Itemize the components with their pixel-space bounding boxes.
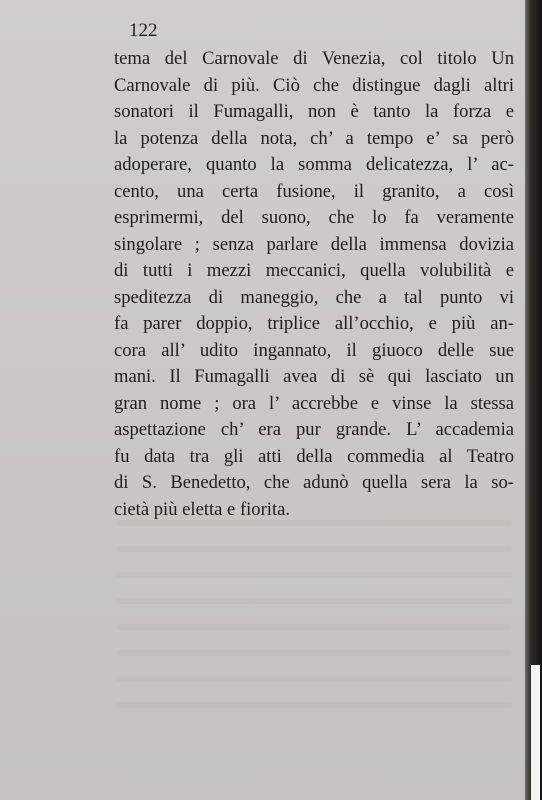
text-line: cietà più eletta e fiorita. — [114, 498, 291, 520]
text-line: tema del Carnovale di Venezia, col titolo Un — [114, 48, 514, 69]
page-number: 122 — [129, 20, 158, 41]
text-line: cora all’ udito ingannato, il giuoco delle sue — [114, 339, 514, 361]
text-line: singolare ; senza parlare della immensa dovizia — [114, 233, 514, 255]
text-line: gran nome ; ora l’ accrebbe e vinse la stessa — [114, 392, 514, 414]
text-line: aspettazione ch’ era pur grande. L’ accademia — [114, 419, 514, 440]
body-text — [114, 46, 514, 523]
text-line: fu data tra gli atti della commedia al Teatro — [114, 445, 514, 467]
text-line: fa parer doppio, triplice all’occhio, e più an- — [114, 313, 514, 334]
text-line: di tutti i mezzi meccanici, quella volubilità e — [114, 260, 514, 281]
text-line: mani. Il Fumagalli avea di sè qui lasciato un — [114, 366, 514, 387]
text-line: sonatori il Fumagalli, non è tanto la forza e — [114, 101, 514, 122]
text-line: cento, una certa fusione, il granito, a così — [114, 180, 514, 202]
text-line: speditezza di maneggio, che a tal punto vi — [114, 286, 514, 308]
show-through-texture — [114, 515, 514, 715]
text-line: adoperare, quanto la somma delicatezza, l’ ac- — [114, 154, 514, 175]
page-edge-highlight — [531, 665, 540, 800]
text-line: di S. Benedetto, che adunò quella sera la so- — [114, 472, 514, 493]
text-line: esprimermi, del suono, che lo fa veramente — [114, 207, 514, 228]
text-line: la potenza della nota, ch’ a tempo e’ sa però — [114, 127, 514, 149]
text-line: Carnovale di più. Ciò che distingue dagli altri — [114, 74, 514, 96]
